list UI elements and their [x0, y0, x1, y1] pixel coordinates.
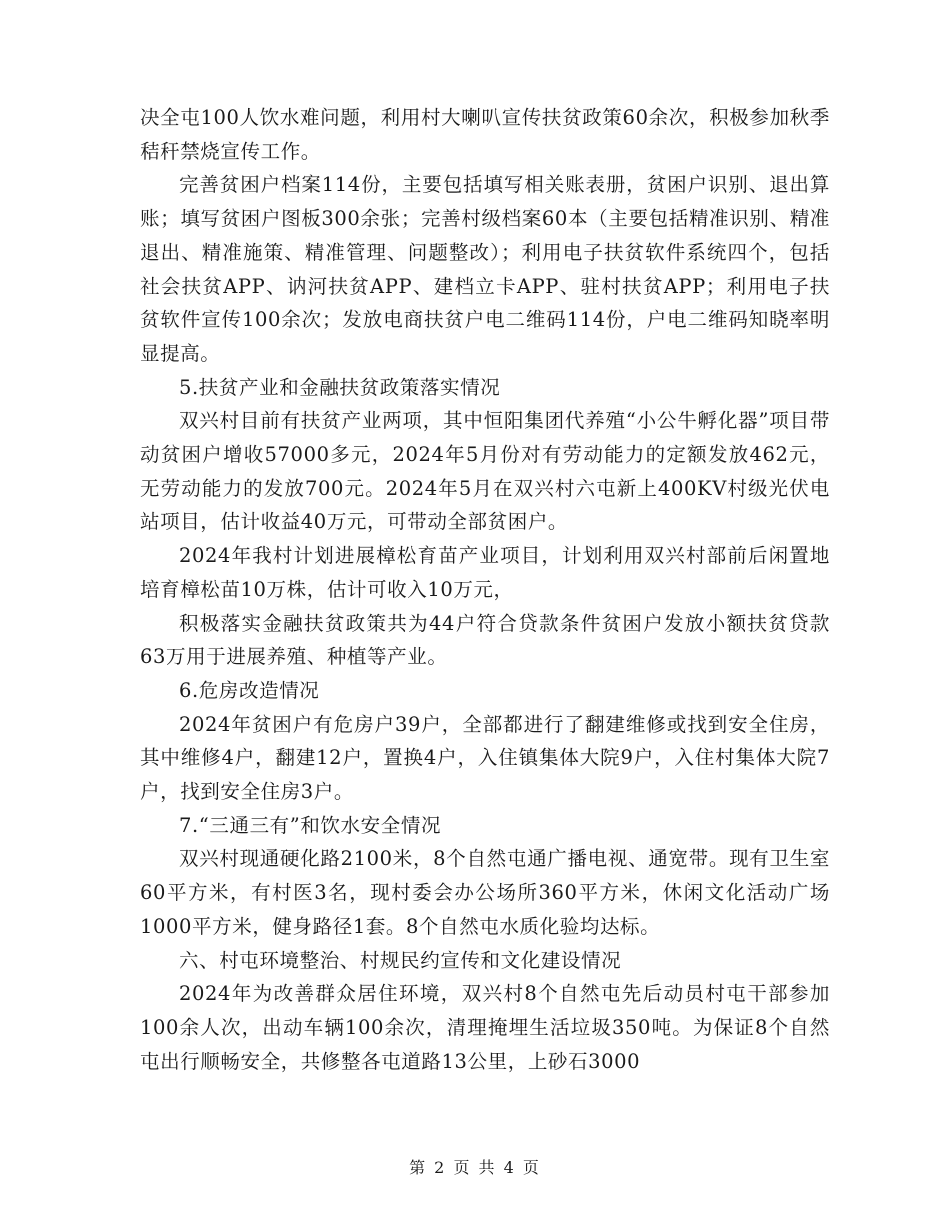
paragraph-archives: 完善贫困户档案114份，主要包括填写相关账表册，贫困户识别、退出算账；填写贫困户图板300余张；完善村级档案60本（主要包括精准识别、精准退出、精准施策、精准管理、问题整改）；利用电子扶贫软件系统四个，包括社会扶贫APP、讷河扶贫APP、建档立卡APP、驻村扶贫APP；利用电子扶贫软件宣传100余次；发放电商扶贫户电二维码114份，户电二维码知晓率明显提高。 — [140, 173, 830, 365]
paragraph-industry: 双兴村目前有扶贫产业两项，其中恒阳集团代养殖“小公牛孵化器”项目带动贫困户增收57000多元，2024年5月份对有劳动能力的定额发放462元，无劳动能力的发放700元。2024年5月在双兴村六屯新上400KV村级光伏电站项目，估计收益40万元，可带动全部贫困户。 — [140, 409, 830, 534]
paragraph-infrastructure: 双兴村现通硬化路2100米，8个自然屯通广播电视、通宽带。现有卫生室60平方米，有村医3名，现村委会办公场所360平方米，休闲文化活动广场1000平方米，健身路径1套。8个自然屯水质化验均达标。 — [140, 847, 830, 938]
paragraph-housing: 2024年贫困户有危房户39户，全部都进行了翻建维修或找到安全住房，其中维修4户，翻建12户，置换4户，入住镇集体大院9户，入住村集体大院7户，找到安全住房3户。 — [140, 712, 830, 804]
paragraph-finance: 积极落实金融扶贫政策共为44户符合贷款条件贫困户发放小额扶贫贷款63万用于进展养殖、种植等产业。 — [140, 611, 830, 669]
section-heading-7: 7.“三通三有”和饮水安全情况 — [179, 813, 442, 837]
section-heading-5: 5.扶贫产业和金融扶贫政策落实情况 — [179, 375, 501, 399]
paragraph-environment: 2024年为改善群众居住环境，双兴村8个自然屯先后动员村屯干部参加100余人次，出动车辆100余次，清理掩埋生活垃圾350吨。为保证8个自然屯出行顺畅安全，共修整各屯道路13公里，上砂石3000 — [140, 982, 830, 1073]
document-body — [140, 101, 830, 1078]
paragraph-continuation: 决全屯100人饮水难问题，利用村大喇叭宣传扶贫政策60余次，积极参加秋季秸秆禁烧宣传工作。 — [140, 106, 830, 163]
paragraph-seedling-plan: 2024年我村计划进展樟松育苗产业项目，计划利用双兴村部前后闲置地培育樟松苗10万株，估计可收入10万元， — [140, 544, 830, 601]
section-heading-6: 6.危房改造情况 — [179, 678, 320, 702]
page-footer: 第 2 页 共 4 页 — [409, 1158, 541, 1177]
section-heading-six: 六、村屯环境整治、村规民约宣传和文化建设情况 — [179, 948, 622, 972]
